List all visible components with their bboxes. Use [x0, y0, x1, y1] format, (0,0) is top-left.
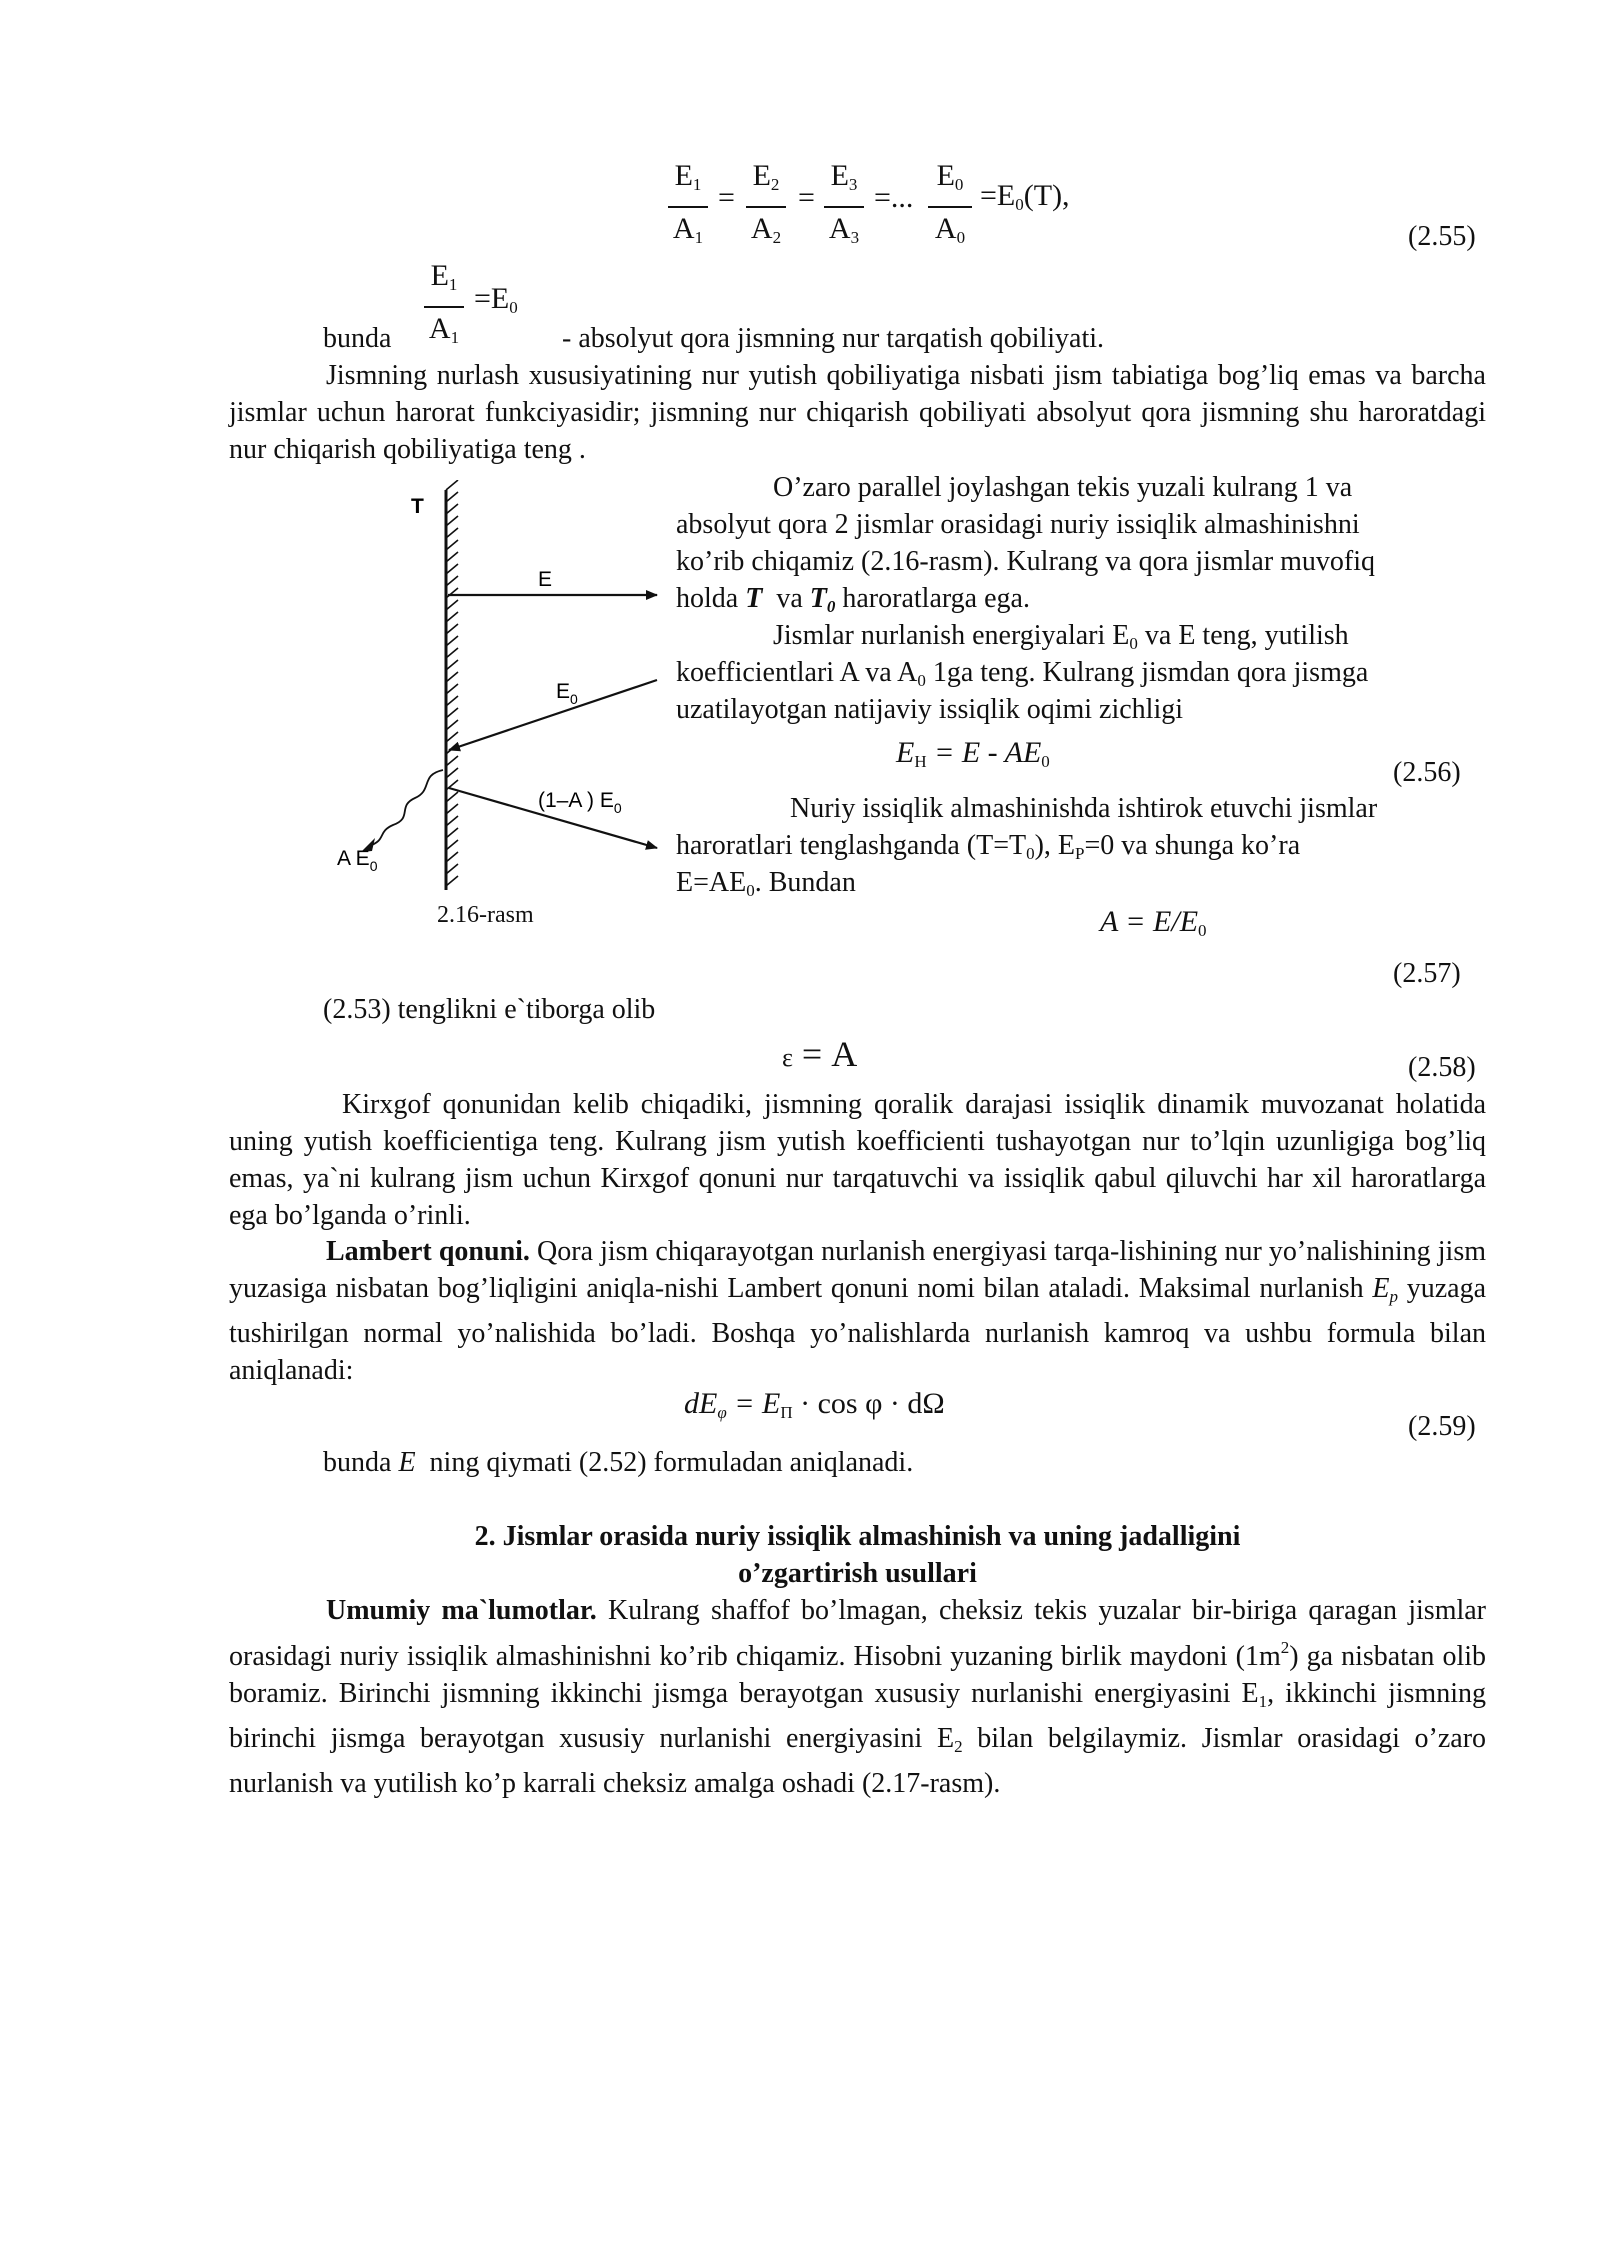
equation-2-58: ε = A [782, 1034, 858, 1074]
paragraph-kirxgof: Kirxgof qonunidan kelib chiqadiki, jismning qoralik darajasi issiqlik dinamik muvozanat holatida uning yutish koefficientiga teng. Kulrang jism yutish koefficienti tushayotgan nur to’lqin uzunligiga bog’liq emas, ya`ni kulrang jism uchun Kirxgof qonuni nur tarqatuvchi va issiqlik qabul qiluvchi har xil haroratlarga ega bo’lganda o’rinli. [229, 1089, 1486, 1231]
inline-rhs: =E0 [474, 282, 518, 317]
fraction-e1-a1-inline: E1 A1 [424, 257, 464, 357]
label-e0: $E_0$ [556, 680, 578, 707]
para2-line3: ko’rib chiqamiz (2.16-rasm). Kulrang va qora jismlar muvofiq [676, 546, 1376, 577]
arrow-absorbed [369, 770, 443, 846]
figure-caption: 2.16-rasm [437, 902, 534, 928]
para3-line3: uzatilayotgan natijaviy issiqlik oqimi zichligi [676, 694, 1184, 725]
paragraph-lambert: Lambert qonuni. Qora jism chiqarayotgan nurlanish energiyasi tarqa-lishining nur yo’nalishining jism yuzasiga nisbatan bog’liqligini aniqla-nishi Lambert qonuni nomi bilan ataladi. Maksimal nurlanish Ep yuzaga tushirilgan normal yo’nalishida bo’ladi. Boshqa yo’nalishlarda nurlanish kamroq va ushbu formula bilan aniqlanadi: [229, 1236, 1487, 1386]
para2-line1: O’zaro parallel joylashgan tekis yuzali kulrang 1 va [773, 472, 1353, 503]
equation-rhs: =E0(T), [980, 179, 1070, 214]
equation-number-2-56: (2.56) [1393, 757, 1461, 788]
section-heading-line1: 2. Jismlar orasida nuriy issiqlik almashinish va uning jadalligini [474, 1521, 1241, 1552]
para3-line1: Jismlar nurlanish energiyalari E0 va E teng, yutilish [773, 620, 1349, 653]
para2-line2: absolyut qora 2 jismlar orasidagi nuriy issiqlik almashinishni [676, 509, 1360, 540]
arrow-e0 [449, 680, 657, 750]
equation-2-57: A = E/E0 [1100, 905, 1207, 940]
para2-line4: holda T va T0 haroratlarga ega. [676, 583, 1030, 616]
bunda-text: - absolyut qora jismning nur tarqatish qobiliyati. [562, 323, 1105, 354]
fraction-e2-a2: E2 A2 [746, 157, 786, 257]
bunda-word: bunda [323, 323, 392, 354]
label-t: T [411, 495, 424, 518]
para3-line2: koefficientlari A va A0 1ga teng. Kulrang jismdan qora jismga [676, 657, 1369, 690]
label-absorbed: A $E_0$ [337, 847, 378, 874]
equals-sign: = [798, 181, 815, 214]
equals-sign: = [718, 181, 735, 214]
label-e: E [538, 568, 553, 591]
paragraph-1: Jismning nurlash xususiyatining nur yutish qobiliyatiga nisbati jism tabiatiga bog’liq emas va barcha jismlar uchun harorat funkciyasidir; jismning nur chiqarish qobiliyati absolyut qora jismning shu haroratdagi nur chiqarish qobiliyatiga teng . [229, 360, 1486, 465]
reference-line-2-53: (2.53) tenglikni e`tiborga olib [323, 994, 656, 1025]
equation-number-2-58: (2.58) [1408, 1052, 1476, 1083]
figure-diagram [325, 480, 675, 940]
wall-hatching [446, 480, 458, 886]
section-heading-line2: o’zgartirish usullari [738, 1558, 977, 1589]
equation-number-2-59: (2.59) [1408, 1411, 1476, 1442]
equation-number-2-57: (2.57) [1393, 958, 1461, 989]
fraction-e1-a1: E1 A1 [668, 157, 708, 257]
paragraph-umumiy: Umumiy ma`lumotlar. Kulrang shaffof bo’lmagan, cheksiz tekis yuzalar bir-biriga qaragan jismlar orasidagi nuriy issiqlik almashinishni ko’rib chiqamiz. Hisobni yuzaning birlik maydoni $(1m^2)$ ga nisbatan olib boramiz. Birinchi jismning ikkinchi jismga berayotgan xususiy nurlanishi energiyasini E1, ikkinchi jismning birinchi jismga berayotgan xususiy nurlanishi energiyasini E2 bilan belgilaymiz. Jismlar orasidagi o’zaro nurlanish va yutilish ko’p karrali cheksiz amalga oshadi (2.17-rasm). [229, 1595, 1487, 1799]
equation-2-56: EН = E - AE0 [896, 736, 1050, 771]
fraction-e0-a0: E0 A0 [928, 157, 972, 257]
para4-line2: haroratlari tenglashganda (T=T0), EP=0 va shunga ko’ra [676, 830, 1301, 863]
ellipsis: =... [874, 181, 914, 214]
reference-line-2-52: bunda E ning qiymati (2.52) formuladan aniqlanadi. [323, 1447, 914, 1478]
equation-number: (2.55) [1408, 221, 1476, 252]
figure-2-16 [325, 480, 675, 940]
para4-line1: Nuriy issiqlik almashinishda ishtirok etuvchi jismlar [790, 793, 1378, 824]
equation-2-59: dEφ = EП · cos φ · dΩ [684, 1387, 945, 1422]
label-reflected: (1–A ) $E_0$ [538, 789, 622, 816]
fraction-e3-a3: E3 A3 [824, 157, 864, 257]
para4-line3: E=AE0. Bundan [676, 867, 856, 900]
